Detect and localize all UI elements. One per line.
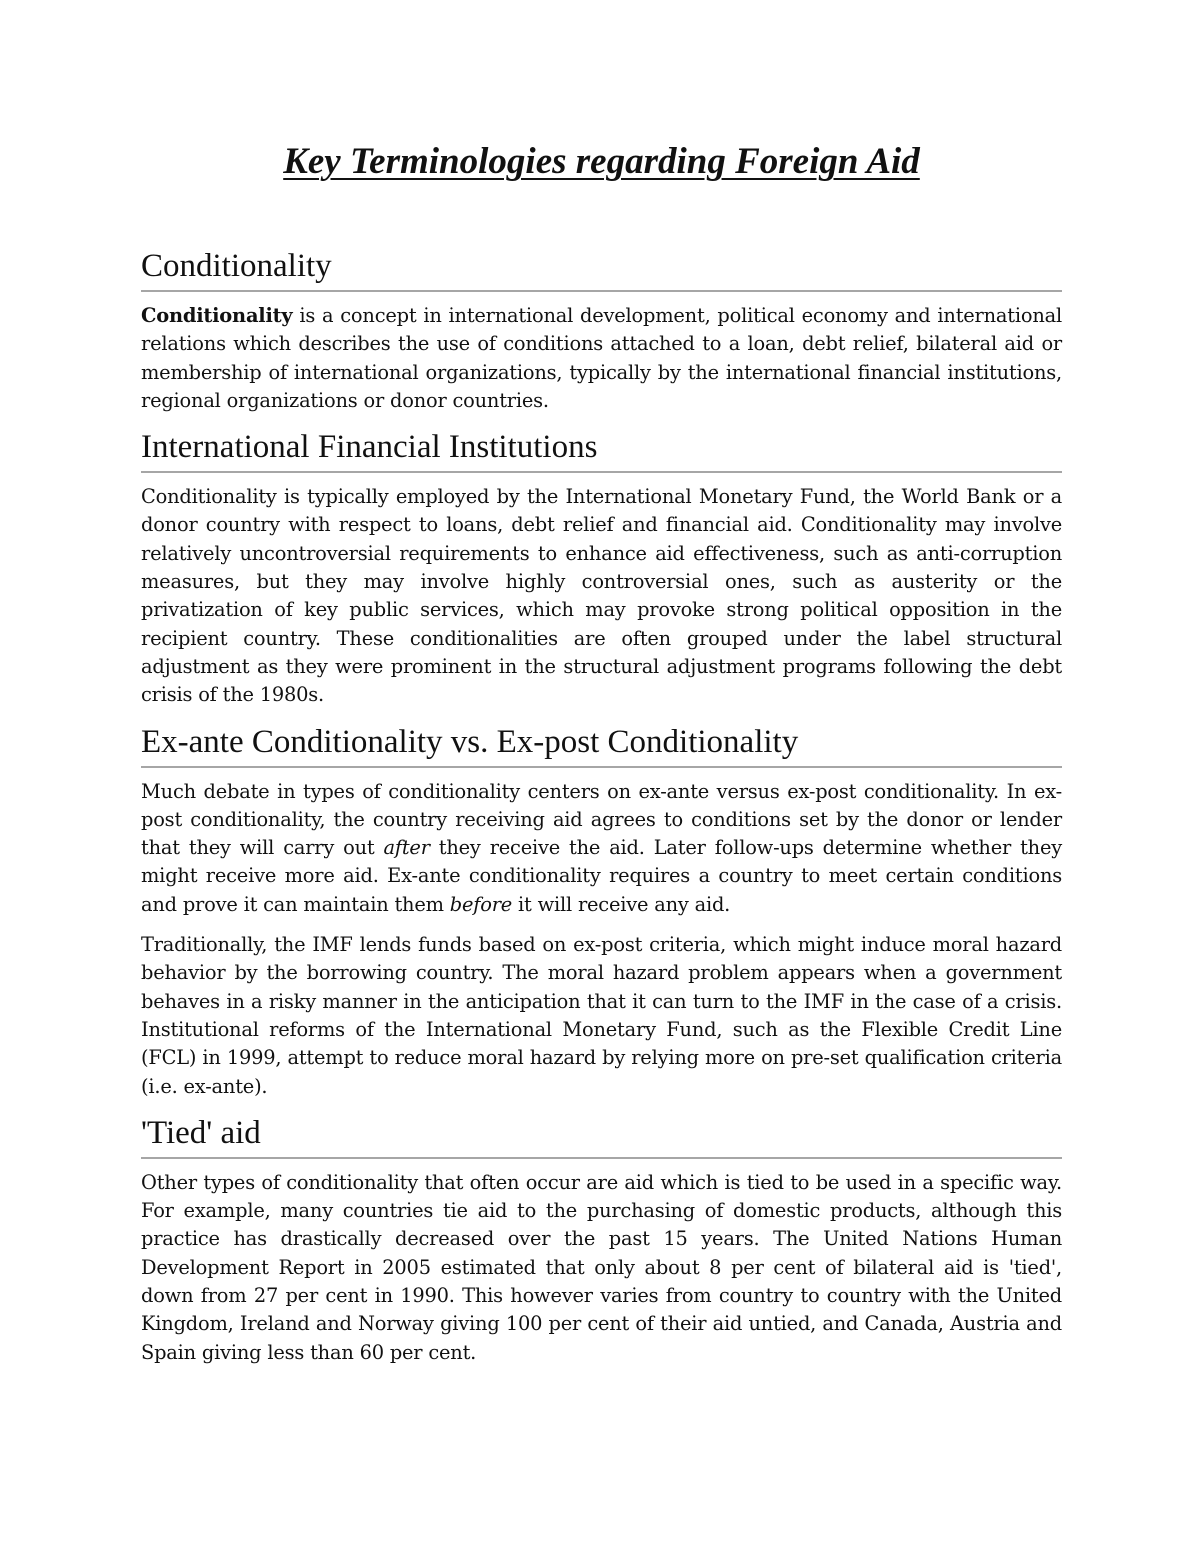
paragraph-text: is a concept in international development, political economy and international relations which describes the use of conditions attached to a loan, debt relief, bilateral aid or membership of international organizations, typically by the international financial institutions, regional organizations or donor countries. xyxy=(141,304,1062,412)
paragraph xyxy=(141,302,1062,415)
section-heading: Ex-ante Conditionality vs. Ex-post Conditionality xyxy=(141,722,1062,768)
emphasis-after: after xyxy=(383,836,430,860)
section-international-financial-institutions xyxy=(141,427,1062,709)
paragraph xyxy=(141,778,1062,919)
paragraph: Conditionality is typically employed by the International Monetary Fund, the World Bank or a donor country with respect to loans, debt relief and financial aid. Conditionality may involve relatively uncontroversial requirements to enhance aid effectiveness, such as anti-corruption measures, but they may involve highly controversial ones, such as austerity or the privatization of key public services, which may provoke strong political opposition in the recipient country. These conditionalities are often grouped under the label structural adjustment as they were prominent in the structural adjustment programs following the debt crisis of the 1980s. xyxy=(141,485,1062,707)
section-ex-ante-vs-ex-post xyxy=(141,722,1062,1101)
section-heading: 'Tied' aid xyxy=(141,1113,1062,1159)
paragraph-text: it will receive any aid. xyxy=(512,892,731,916)
section-tied-aid xyxy=(141,1113,1062,1367)
section-conditionality xyxy=(141,246,1062,415)
paragraph: Other types of conditionality that often occur are aid which is tied to be used in a specific way. For example, many countries tie aid to the purchasing of domestic products, although this practice has drastically decreased over the past 15 years. The United Nations Human Development Report in 2005 estimated that only about 8 per cent of bilateral aid is 'tied', down from 27 per cent in 1990. This however varies from country to country with the United Kingdom, Ireland and Norway giving 100 per cent of their aid untied, and Canada, Austria and Spain giving less than 60 per cent. xyxy=(141,1170,1062,1364)
emphasis-before: before xyxy=(449,892,513,916)
paragraph-text: they receive the aid. Later follow-ups determine whether they might receive more aid. Ex-ante conditionality requires a country to meet certain conditions and prove it can maintain them xyxy=(141,836,1062,916)
section-heading: International Financial Institutions xyxy=(141,427,1062,473)
paragraph-text: Much debate in types of conditionality centers on ex-ante versus ex-post conditionality. In ex-post conditionality, the country receiving aid agrees to conditions set by the donor or lender that they will carry out xyxy=(141,779,1062,860)
term-conditionality: Conditionality xyxy=(141,304,293,327)
paragraph: Traditionally, the IMF lends funds based on ex-post criteria, which might induce moral hazard behavior by the borrowing country. The moral hazard problem appears when a government behaves in a risky manner in the anticipation that it can turn to the IMF in the case of a crisis. Institutional reforms of the International Monetary Fund, such as the Flexible Credit Line (FCL) in 1999, attempt to reduce moral hazard by relying more on pre-set qualification criteria (i.e. ex-ante). xyxy=(141,933,1062,1098)
document-title: Key Terminologies regarding Foreign Aid xyxy=(283,141,920,182)
document-page xyxy=(141,140,1062,1367)
section-heading: Conditionality xyxy=(141,246,1062,292)
